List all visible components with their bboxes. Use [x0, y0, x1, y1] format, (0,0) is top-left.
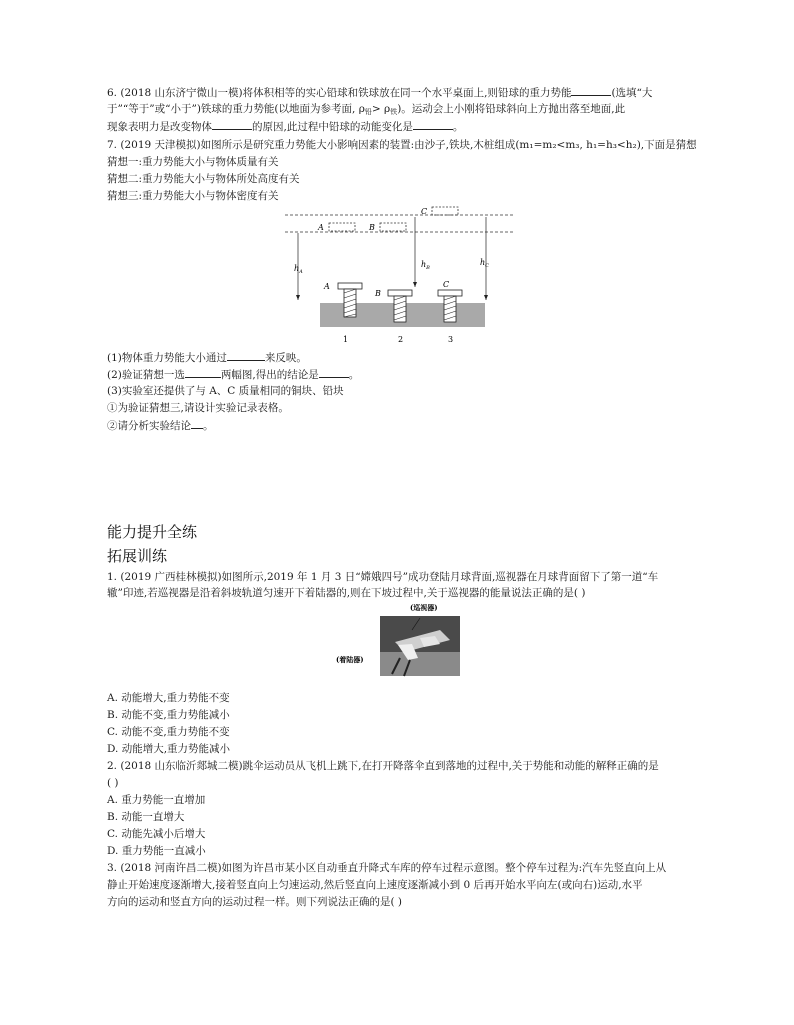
rover-label: (巡视器)	[410, 603, 438, 612]
q6-text: 的原因,此过程中铅球的动能变化是	[252, 121, 413, 133]
block-b-start	[380, 223, 406, 231]
ex1-line-2: 辙”印迹,若巡视器是沿着斜坡轨道匀速开下着陆器的,则在下坡过程中,关于巡视器的能量说法正确的是( )	[107, 587, 586, 599]
stake-head-c	[438, 290, 462, 296]
q7-text: 来反映。	[264, 352, 307, 364]
q7-blank-1[interactable]	[227, 349, 265, 361]
q7-sub-2	[107, 366, 359, 383]
q7-text: 。	[348, 369, 360, 381]
q7-guess-2: 猜想二:重力势能大小与物体所处高度有关	[107, 173, 300, 185]
arrow-head	[484, 295, 488, 300]
q7-text: 。	[203, 420, 214, 432]
q7-text: ②请分析实验结论	[107, 420, 191, 432]
q7-sub-3: (3)实验室还提供了与 A、C 质量相同的铜块、铅块	[107, 385, 344, 397]
q7-sub-3b	[107, 417, 214, 434]
q7-blank-2[interactable]	[185, 366, 221, 378]
block-a-start	[329, 223, 355, 231]
lander-label: (着陆器)	[336, 655, 364, 664]
label-a-top: A	[318, 223, 324, 232]
ex2-line-1: 2. (2018 山东临沂郯城二模)跳伞运动员从飞机上跳下,在打开降落伞直到落地的过程中,关于势能和动能的解释正确的是	[107, 760, 659, 772]
q6-line-1	[107, 84, 652, 101]
block-c-start	[432, 207, 458, 215]
label-hc: $h_C$	[480, 258, 489, 269]
q7-blank-4[interactable]	[191, 417, 203, 429]
q6-line-3	[107, 118, 463, 135]
q7-blank-3[interactable]	[319, 366, 349, 378]
label-a: A	[324, 282, 330, 291]
figure-number-2: 2	[398, 335, 404, 344]
ex1-option-b[interactable]: B. 动能不变,重力势能减小	[107, 709, 230, 721]
q7-sub-3a: ①为验证猜想三,请设计实验记录表格。	[107, 402, 289, 414]
q6-blank-3[interactable]	[413, 118, 453, 130]
ex3-line-2: 静止开始速度逐渐增大,接着竖直向上匀速运动,然后竖直向上速度逐渐减小到 0 后再开始水平向左(或向右)运动,水平	[107, 879, 643, 891]
section-title-2: 拓展训练	[107, 547, 168, 565]
q6-blank-1[interactable]	[571, 84, 611, 96]
q7-guess-3: 猜想三:重力势能大小与物体密度有关	[107, 190, 279, 202]
arrow-head	[413, 282, 417, 287]
label-hb: $h_B$	[421, 260, 430, 271]
ex1-option-c[interactable]: C. 动能不变,重力势能不变	[107, 726, 230, 738]
q6-text: 。	[452, 121, 464, 133]
ex1-option-a[interactable]: A. 动能增大,重力势能不变	[107, 692, 230, 704]
ex2-option-d[interactable]: D. 重力势能一直减小	[107, 845, 206, 857]
figure-number-1: 1	[343, 335, 349, 344]
stake-head-b	[388, 290, 412, 296]
arrow-head	[296, 295, 300, 300]
stake-head-a	[338, 283, 362, 289]
ex3-line-1: 3. (2018 河南许昌二模)如图为许昌市某小区自动垂直升降式车库的停车过程示意图。整个停车过程为:汽车先竖直向上从	[107, 862, 667, 874]
stake-a	[344, 289, 356, 317]
ex2-option-b[interactable]: B. 动能一直增大	[107, 811, 185, 823]
q6-text: 6. (2018 山东济宁微山一模)将体积相等的实心铅球和铁球放在同一个水平桌面上,则铅球的重力势能	[107, 87, 572, 99]
label-c: C	[443, 280, 450, 289]
q7-guess-1: 猜想一:重力势能大小与物体质量有关	[107, 156, 279, 168]
label-ha: $h_A$	[294, 264, 303, 275]
q6-text: 于”“等于”或“小于”)铁球的重力势能(以地面为参考面, ρ	[107, 103, 365, 115]
label-b: B	[375, 289, 381, 298]
q7-text: (2)验证猜想一选	[107, 369, 185, 381]
ex2-option-c[interactable]: C. 动能先减小后增大	[107, 828, 206, 840]
label-c-top: C	[421, 207, 428, 216]
figure-number-3: 3	[448, 335, 454, 344]
density-subscript: 铁	[390, 108, 398, 116]
q7-sub-1	[107, 349, 307, 366]
section-title-1: 能力提升全练	[107, 523, 198, 541]
q7-line-1: 7. (2019 天津模拟)如图所示是研究重力势能大小影响因素的装置:由沙子,铁块,木桩组成(m₁=m₂<m₃, h₁=h₃<h₂),下面是猜想	[107, 139, 697, 151]
ex1-option-d[interactable]: D. 动能增大,重力势能减小	[107, 743, 231, 755]
ex2-line-2: ( )	[107, 777, 119, 789]
ex2-option-a[interactable]: A. 重力势能一直增加	[107, 794, 206, 806]
q6-blank-2[interactable]	[212, 118, 252, 130]
q7-text: (1)物体重力势能大小通过	[107, 352, 227, 364]
ex1-line-1: 1. (2019 广西桂林模拟)如图所示,2019 年 1 月 3 日“嫦娥四号”成功登陆月球背面,巡视器在月球背面留下了第一道“车	[107, 571, 659, 583]
q6-text: 现象表明力是改变物体	[107, 121, 212, 133]
q7-text: 两幅图,得出的结论是	[220, 369, 319, 381]
label-b-top: B	[369, 223, 375, 232]
experiment-figure	[280, 205, 520, 345]
ex3-line-3: 方向的运动和竖直方向的运动过程一样。则下列说法正确的是( )	[107, 896, 403, 908]
q6-text: > ρ	[371, 103, 391, 115]
moon-rover-photo	[300, 600, 500, 685]
density-subscript: 铅	[364, 108, 372, 116]
q6-text: )。运动会上小刚将铅球斜向上方抛出落至地面,此	[397, 103, 626, 115]
q6-text: (选填“大	[611, 87, 653, 99]
